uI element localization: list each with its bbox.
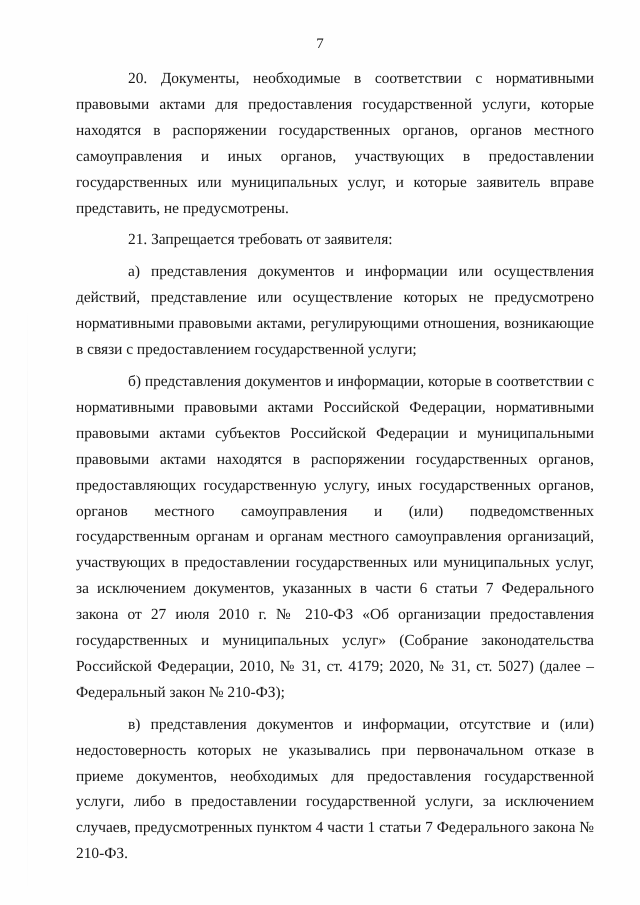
paragraph-21-prohibitions: 21. Запрещается требовать от заявителя: xyxy=(128,231,393,249)
clause-b: б) представления документов и информации, которые в соответствии с нормативными правовыми актами Российской Федерации, нормативными правовыми актами субъектов Российской Федерации и муниципальными правовыми актами находятся в распоряжении государственных органов, предоставляющих государственную услугу, иных государственных органов, органов местного самоуправления и (или) подведомственных государственным органам и органам местного самоуправления организаций, участвующих в предоставлении государственных или муниципальных услуг, за исключением документов, указанных в части 6 статьи 7 Федерального закона от 27 июля 2010 г. № 210-ФЗ «Об организации предоставления государственных и муниципальных услуг» (Собрание законодательства Российской Федерации, 2010, № 31, ст. 4179; 2020, № 31, ст. 5027) (далее – Федеральный закон № 210-ФЗ); xyxy=(76,372,594,701)
clause-a: а) представления документов и информации или осуществления действий, представление или осуществление которых не предусмотрено нормативными правовыми актами, регулирующими отношения, возникающие в связи с предоставлением государственной услуги; xyxy=(76,263,594,359)
scan-edge-shadow xyxy=(27,300,28,900)
page-number: 7 xyxy=(316,36,324,52)
clause-v: в) представления документов и информации, отсутствие и (или) недостоверность которых не указывались при первоначальном отказе в приеме документов, необходимых для предоставления государственной услуги, либо в предоставлении государственной услуги, за исключением случаев, предусмотренных пунктом 4 части 1 статьи 7 Федерального закона № 210-ФЗ. xyxy=(76,715,594,863)
paragraph-20-documents: 20. Документы, необходимые в соответствии с нормативными правовыми актами для предоставления государственной услуги, которые находятся в распоряжении государственных органов, органов местного самоуправления и иных органов, участвующих в предоставлении государственных или муниципальных услуг, и которые заявитель вправе представить, не предусмотрены. xyxy=(76,70,594,217)
document-body xyxy=(76,66,594,867)
